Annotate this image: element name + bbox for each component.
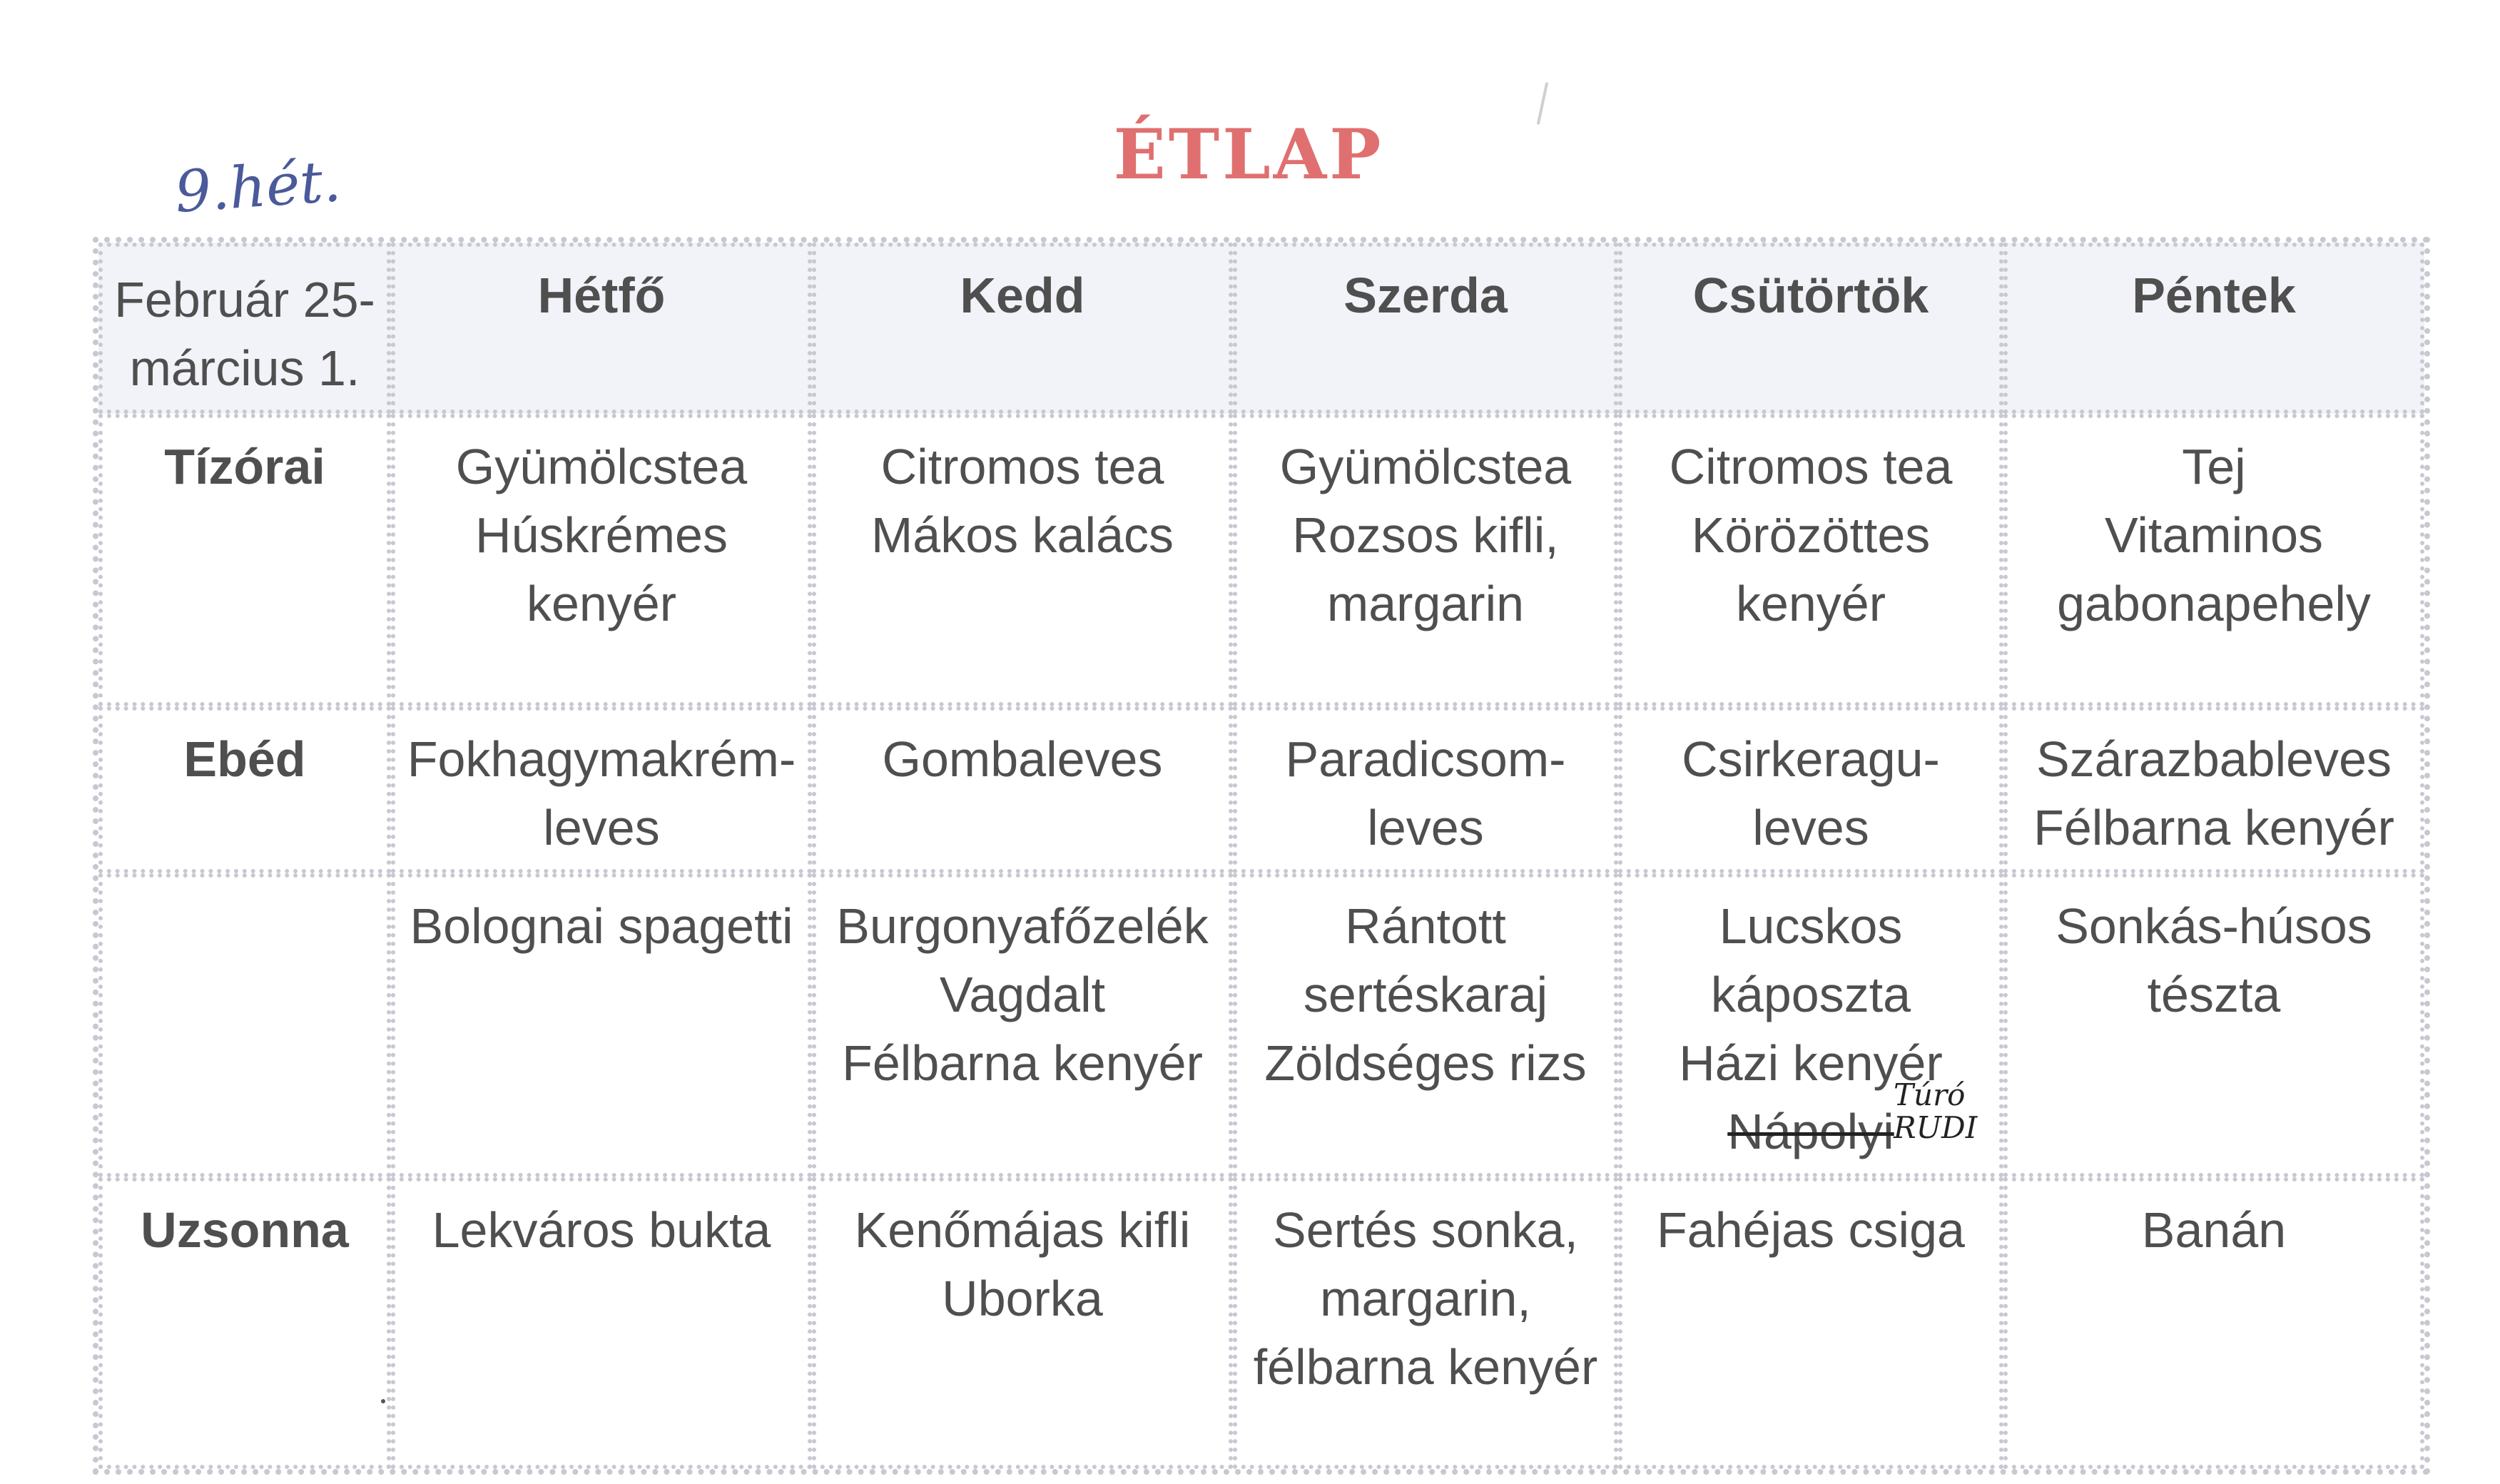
menu-item: Rozsos kifli, — [1292, 507, 1559, 563]
day-header-tuesday: Kedd — [812, 243, 1233, 414]
header-row — [98, 243, 2424, 414]
menu-cell — [391, 873, 812, 1177]
menu-cell — [812, 414, 1233, 706]
meal-label-text: Uzsonna — [141, 1202, 349, 1258]
menu-item: Körözöttes — [1691, 507, 1931, 563]
date-range-cell — [98, 243, 391, 414]
meal-label-ebed: Ebéd — [98, 706, 391, 873]
menu-cell — [1233, 873, 1618, 1177]
menu-item: leves — [1752, 800, 1869, 855]
menu-item: Gyümölcstea — [455, 439, 748, 494]
row-tizorai — [98, 414, 2424, 706]
menu-item: Lucskos — [1719, 898, 1903, 954]
menu-cell — [812, 1177, 1233, 1469]
menu-item: Gombaleves — [882, 731, 1163, 787]
menu-item: Tej — [2182, 439, 2246, 494]
menu-item: Gyümölcstea — [1279, 439, 1572, 494]
menu-item: leves — [1367, 800, 1484, 855]
menu-cell — [812, 873, 1233, 1177]
menu-cell — [1618, 414, 2003, 706]
row-uzsonna — [98, 1177, 2424, 1469]
handwritten-correction — [1894, 1079, 1977, 1144]
menu-cell — [2003, 873, 2424, 1177]
meal-label-tizorai: Tízórai — [98, 414, 391, 706]
row-ebed-main — [98, 873, 2424, 1177]
row-ebed-soup — [98, 706, 2424, 873]
day-header-thursday: Csütörtök — [1618, 243, 2003, 414]
handwritten-correction-line: RUDI — [1894, 1110, 1978, 1145]
menu-cell — [1618, 873, 2003, 1177]
menu-cell — [2003, 414, 2424, 706]
menu-item: Csirkeragu- — [1682, 731, 1940, 787]
menu-cell — [1233, 706, 1618, 873]
menu-item: Citromos tea — [1669, 439, 1953, 494]
menu-item: Zöldséges rizs — [1264, 1035, 1587, 1091]
handwritten-week-note: 9.hét. — [173, 147, 343, 226]
date-range-line: március 1. — [129, 340, 360, 396]
menu-item: Bolognai spagetti — [410, 898, 793, 954]
menu-item: félbarna kenyér — [1253, 1339, 1598, 1395]
struck-item-line — [1630, 1077, 1992, 1166]
menu-item: Sertés sonka, — [1273, 1202, 1578, 1258]
menu-item: Fahéjas csiga — [1657, 1202, 1965, 1258]
menu-item: Banán — [2141, 1202, 2287, 1258]
menu-item: Kenőmájas kifli — [854, 1202, 1191, 1258]
menu-cell — [391, 414, 812, 706]
menu-item: Mákos kalács — [870, 507, 1174, 563]
menu-cell — [1618, 706, 2003, 873]
menu-item: leves — [543, 800, 660, 855]
menu-item: gabonapehely — [2057, 576, 2371, 631]
menu-item: tészta — [2147, 967, 2281, 1022]
menu-item: Uborka — [942, 1271, 1103, 1326]
menu-item: Burgonyafőzelék — [836, 898, 1209, 954]
menu-item: Vitaminos — [2104, 507, 2324, 563]
menu-cell — [391, 1177, 812, 1469]
menu-cell — [2003, 706, 2424, 873]
day-header-friday: Péntek — [2003, 243, 2424, 414]
menu-item: Húskrémes — [475, 507, 728, 563]
menu-item: Sonkás-húsos — [2056, 898, 2372, 954]
menu-item: Rántott — [1345, 898, 1506, 954]
menu-item: kenyér — [1735, 576, 1886, 631]
menu-item: Félbarna kenyér — [2033, 800, 2394, 855]
scan-speck — [381, 1399, 385, 1403]
day-header-monday: Hétfő — [391, 243, 812, 414]
menu-item: Vagdalt — [939, 967, 1106, 1022]
menu-item: kenyér — [526, 576, 677, 631]
menu-item: Szárazbableves — [2036, 731, 2392, 787]
menu-item: sertéskaraj — [1303, 967, 1548, 1022]
menu-item: Félbarna kenyér — [842, 1035, 1203, 1091]
menu-cell — [1233, 1177, 1618, 1469]
menu-item: Lekváros bukta — [432, 1202, 771, 1258]
menu-cell — [391, 706, 812, 873]
meal-label-empty — [98, 873, 391, 1177]
menu-item: margarin, — [1320, 1271, 1531, 1326]
menu-item: margarin — [1326, 576, 1525, 631]
handwritten-correction-line: Túró — [1894, 1077, 1966, 1112]
menu-cell — [1233, 414, 1618, 706]
menu-item: Citromos tea — [880, 439, 1164, 494]
menu-item: Paradicsom- — [1285, 731, 1566, 787]
struck-menu-item: Nápolyi — [1727, 1104, 1894, 1159]
menu-cell — [812, 706, 1233, 873]
menu-item: Fokhagymakrém- — [407, 731, 796, 787]
menu-item: Házi kenyér — [1679, 1035, 1943, 1091]
date-range-line: Február 25- — [114, 272, 375, 327]
page-title: ÉTLAP — [1113, 114, 1384, 195]
day-header-wednesday: Szerda — [1233, 243, 1618, 414]
menu-cell — [1618, 1177, 2003, 1469]
menu-table — [93, 237, 2430, 1475]
menu-item: káposzta — [1710, 967, 1911, 1022]
meal-label-uzsonna — [98, 1177, 391, 1469]
menu-cell — [2003, 1177, 2424, 1469]
